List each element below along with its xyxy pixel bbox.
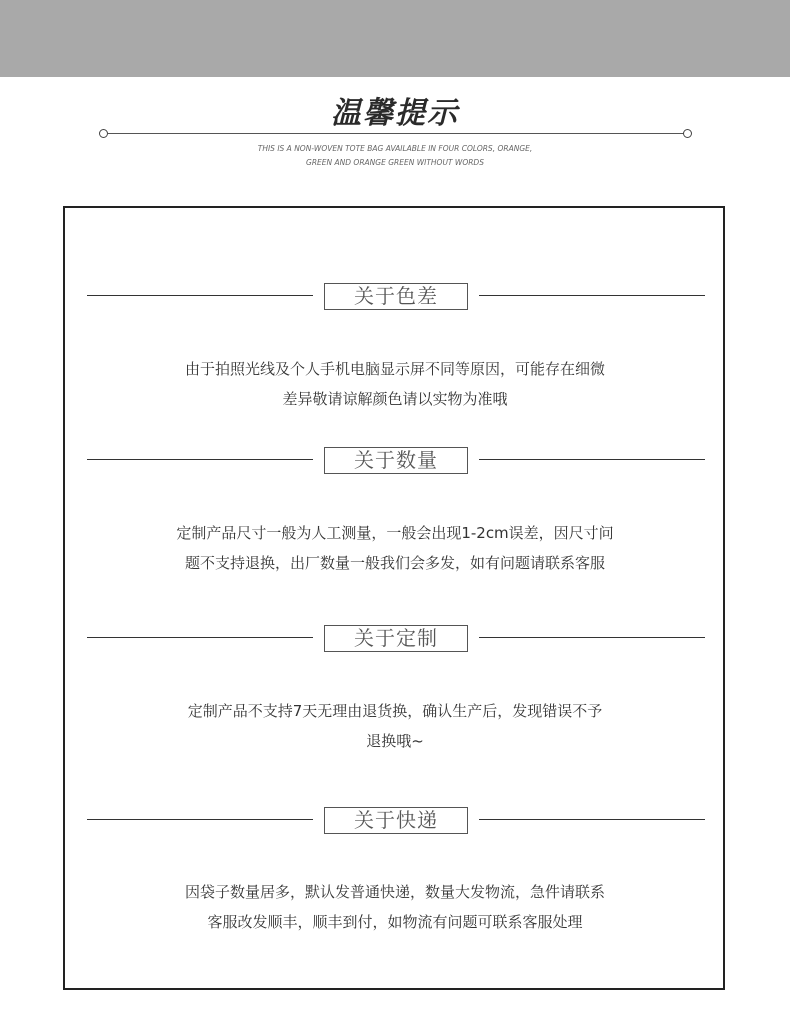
title-divider [108, 133, 686, 134]
section-text-shipping [150, 877, 640, 937]
text-line: 定制产品尺寸一般为人工测量，一般会出现1-2cm误差，因尺寸问 [176, 524, 614, 542]
top-banner [0, 0, 790, 77]
section-divider-right [479, 459, 705, 460]
subtitle-line-1: THIS IS A NON-WOVEN TOTE BAG AVAILABLE IN FOUR COLORS, ORANGE, [257, 144, 533, 153]
section-divider-left [87, 459, 313, 460]
section-text-quantity [150, 518, 640, 578]
notice-panel [63, 206, 725, 990]
text-line: 客服改发顺丰，顺丰到付，如物流有问题可联系客服处理 [207, 913, 583, 931]
text-line: 因袋子数量居多，默认发普通快递，数量大发物流，急件请联系 [184, 883, 605, 901]
text-line: 差异敬请谅解颜色请以实物为准哦 [282, 390, 508, 408]
section-divider-left [87, 637, 313, 638]
section-text-color [150, 354, 640, 414]
section-divider-right [479, 637, 705, 638]
section-divider-left [87, 819, 313, 820]
page-subtitle [200, 142, 590, 170]
text-line: 由于拍照光线及个人手机电脑显示屏不同等原因，可能存在细微 [184, 360, 605, 378]
text-line: 退换哦~ [366, 732, 424, 750]
section-divider-left [87, 295, 313, 296]
section-heading-quantity: 关于数量 [324, 447, 468, 474]
section-heading-shipping: 关于快递 [324, 807, 468, 834]
subtitle-line-2: GREEN AND ORANGE GREEN WITHOUT WORDS [306, 158, 484, 167]
divider-dot-right [683, 129, 692, 138]
section-divider-right [479, 295, 705, 296]
text-line: 题不支持退换，出厂数量一般我们会多发，如有问题请联系客服 [184, 554, 605, 572]
section-text-custom [150, 696, 640, 756]
page-title: 温馨提示 [331, 96, 459, 131]
section-divider-right [479, 819, 705, 820]
divider-dot-left [99, 129, 108, 138]
section-heading-custom: 关于定制 [324, 625, 468, 652]
section-heading-color: 关于色差 [324, 283, 468, 310]
text-line: 定制产品不支持7天无理由退货换，确认生产后，发现错误不予 [187, 702, 603, 720]
